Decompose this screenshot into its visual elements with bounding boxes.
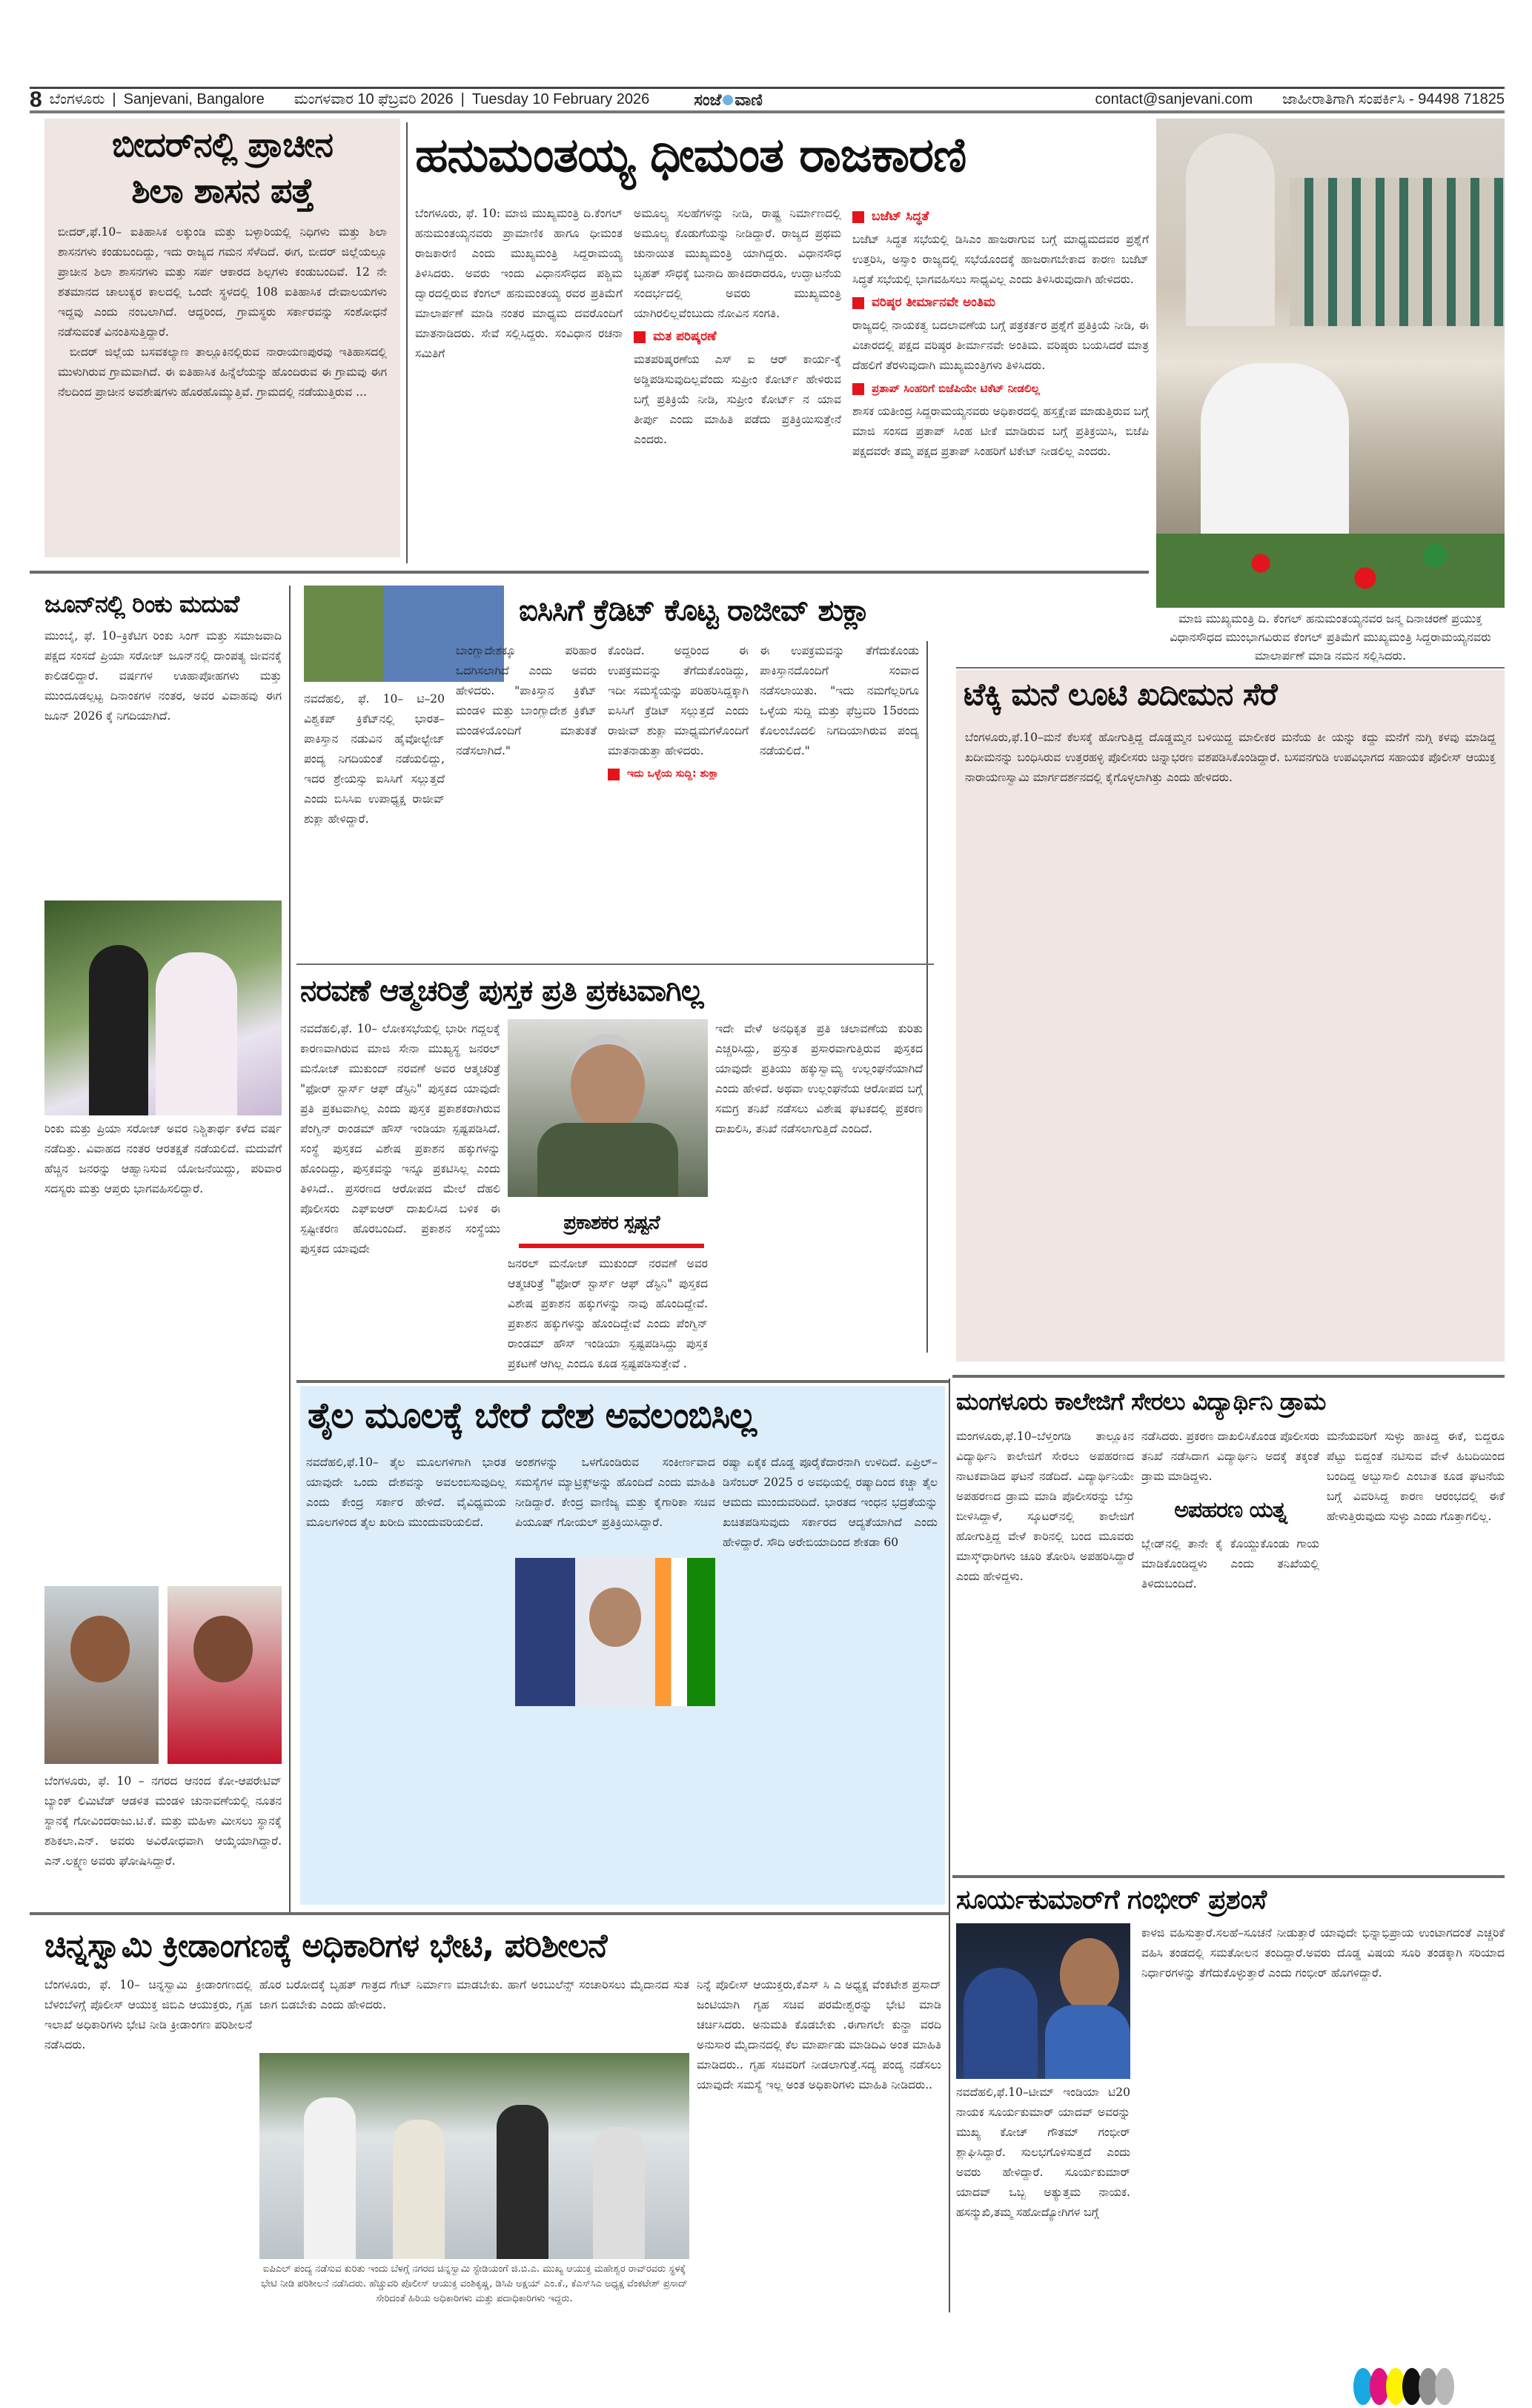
headline: ಸೂರ್ಯಕುಮಾರ್‌ಗೆ ಗಂಭೀರ್ ಪ್ರಶಂಸೆ xyxy=(956,1885,1267,1915)
article-column xyxy=(608,641,749,949)
bullet-square-icon xyxy=(852,297,864,309)
headline: ಶಿಲಾ ಶಾಸನ ಪತ್ತೆ xyxy=(131,172,314,210)
paragraph: ಬೀದರ್,ಫೆ.10– ಐತಿಹಾಸಿಕ ಲಕ್ಕುಂಡಿ ಮತ್ತು ಬಳ್ಳಾರಿಯಲ್ಲಿ ನಿಧಿಗಳು ಮತ್ತು ಶಿಲಾ ಶಾಸನಗಳು ಕಂಡುಬಂದಿದ್ದು, ಇದು ರಾಜ್ಯದ ಗಮನ ಸೆಳೆದಿದೆ. ಈಗ, ಬೀದರ್ ಜಿಲ್ಲೆಯಲ್ಲೂ ಪ್ರಾಚೀನ ಶಿಲಾ ಶಾಸನಗಳು ಮತ್ತು ಸರ್ಪ ಆಕಾರದ ಶಿಲ್ಪಗಳು ಕಂಡುಬಂದಿವೆ. 12 ನೇ ಶತಮಾನದ ಚಾಲುಕ್ಯರ ಕಾಲದಲ್ಲಿ ಒಂದೇ ಸ್ಥಳದಲ್ಲಿ 108 ಐತಿಹಾಸಿಕ ದೇವಾಲಯಗಳು ಇದ್ದವು ಎಂದು ನಂಬಲಾಗಿದೆ. ಆದ್ದರಿಂದ, ಗ್ರಾಮಸ್ಥರು ಸರ್ಕಾರವನ್ನು ಸಂಶೋಧನೆ ನಡೆಸುವಂತೆ ವಿನಂತಿಸುತ್ತಿದ್ದಾರೆ. xyxy=(58,225,387,339)
section-divider xyxy=(30,1912,949,1915)
section-divider xyxy=(952,1375,1505,1378)
page-number: 8 xyxy=(30,87,42,112)
registration-marks xyxy=(1356,2368,1454,2405)
photo-caption: ಐಪಿಎಲ್ ಪಂದ್ಯ ನಡೆಸುವ ಕುರಿತು ಇಂದು ಬೆಳಗ್ಗೆ ನಗರದ ಚಿನ್ನಸ್ವಾಮಿ ಸ್ಟೇಡಿಯಂಗೆ ಜಿ.ಬಿ.ಎ. ಮುಖ್ಯ ಆಯುಕ್ತ ಮಹೇಶ್ವರ ರಾವ್‌ರವರು ಸ್ಥಳಕ್ಕೆ ಭೇಟಿ ನೀಡಿ ಪರಿಶೀಲನೆ ನಡೆಸಿದರು. ಹೆಚ್ಚುವರಿ ಪೊಲೀಸ್ ಆಯುಕ್ತ ವಂಶಿಕೃಷ್ಣ, ಡಿಸಿಪಿ ಅಕ್ಷಯ್ ಎಂ.ಕೆ., ಕೆಎಸ್‌ಸಿಎ ಅಧ್ಯಕ್ಷ ವೆಂಕಟೇಶ್ ಪ್ರಸಾದ್ ಸೇರಿದಂತೆ ಹಿರಿಯ ಅಧಿಕಾರಿಗಳು ಮತ್ತು ಪದಾಧಿಕಾರಿಗಳು ಇದ್ದರು. xyxy=(261,2263,688,2304)
article-body: ಬೆಂಗಳೂರು, ಫೆ. 10 – ನಗರದ ಆನಂದ ಕೋ-ಆಪರೇಟಿವ್ ಬ್ಯಾಂಕ್ ಲಿಮಿಟೆಡ್ ಆಡಳಿತ ಮಂಡಳಿ ಚುನಾವಣೆಯಲ್ಲಿ ನೂತನ ಸ್ಥಾನಕ್ಕೆ ಗೋವಿಂದರಾಜು.ಟಿ.ಕೆ. ಮತ್ತು ಮಹಿಳಾ ಮೀಸಲು ಸ್ಥಾನಕ್ಕೆ ಶಶಿಕಲಾ.ಎನ್. ಅವರು ಅವಿರೋಧವಾಗಿ ಆಯ್ಕೆಯಾಗಿದ್ದಾರೆ. ಎನ್.ಲಕ್ಷ್ಮಣ ಅವರು ಘೋಷಿಸಿದ್ದಾರೆ. xyxy=(44,1774,282,1868)
person-shape xyxy=(393,2120,445,2259)
date-english: Tuesday 10 February 2026 xyxy=(471,91,650,107)
section-divider xyxy=(952,1875,1505,1878)
masthead xyxy=(30,87,1505,113)
subheading xyxy=(634,327,841,347)
photos-gbc xyxy=(44,1586,282,1764)
person-shape xyxy=(497,2105,548,2259)
photo-naravane xyxy=(508,1019,708,1197)
column-divider xyxy=(289,586,291,1912)
column-divider xyxy=(926,641,928,1353)
headline: ತೈಲ ಮೂಲಕ್ಕೆ ಬೇರೆ ದೇಶ ಅವಲಂಬಿಸಿಲ್ಲ xyxy=(308,1395,757,1436)
paragraph: ಪ್ರಸರಣದ ಆರೋಪದ ಮೇಲೆ ದೆಹಲಿ ಪೊಲೀಸರು ಎಫ್‌ಐಆರ್ ದಾಖಲಿಸಿದ ಬಳಿಕ ಈ ಸ್ಪಷ್ಟೀಕರಣ ಹೊರಬಂದಿದೆ. ಪ್ರಕಾಶನ ಸಂಸ್ಥೆಯು ಪುಸ್ತಕದ ಯಾವುದೇ xyxy=(300,1182,500,1256)
paragraph: ಗೃಹ ಸಚಿವರಿಗೆ ನೀಡಲಾಗುತ್ತೆ.ಸದ್ಯ ಪಂದ್ಯ ನಡೆಸಲು ಯಾವುದೇ ಸಮಸ್ಯೆ ಇಲ್ಲ ಅಂತ ಅಧಿಕಾರಿಗಳು ಮಾಹಿತಿ ನೀಡಿದರು.. xyxy=(697,2058,941,2092)
logo-left: ಸಂಜೆ xyxy=(694,90,722,109)
registration-dot-lightgray xyxy=(1435,2368,1454,2405)
subheading xyxy=(852,379,1149,399)
article-column: ನವದೆಹಲಿ,ಫೆ.10– ತೈಲ ಮೂಲಗಳಿಗಾಗಿ ಭಾರತ ಯಾವುದೇ ಒಂದು ದೇಶವನ್ನು ಅವಲಂಬಿಸುವುದಿಲ್ಲ ಎಂದು ಕೇಂದ್ರ ಸರ್ಕಾರ ಹೇಳಿದೆ. ವೈವಿಧ್ಯಮಯ ಮೂಲಗಳಿಂದ ತೈಲ ಖರೀದಿ ಮುಂದುವರಿಯಲಿದೆ. xyxy=(306,1456,506,1529)
headline: ಜೂನ್‌ನಲ್ಲಿ ರಿಂಕು ಮದುವೆ xyxy=(44,590,239,618)
article-techie xyxy=(956,670,1505,1361)
photo-person-woman xyxy=(168,1586,282,1764)
photo-vidhana-soudha xyxy=(1156,119,1505,608)
contact-email[interactable]: contact@sanjevani.com xyxy=(1095,91,1253,107)
edition-name: Sanjevani, Bangalore xyxy=(123,91,265,107)
underline-accent xyxy=(519,1244,704,1248)
paragraph: ನಿನ್ನೆ ಪೊಲೀಸ್ ಆಯುಕ್ತರು,ಕೆಎಸ್ ಸಿ ಎ ಅಧ್ಯಕ್ಷ ವೆಂಕಟೇಶ ಪ್ರಸಾದ್ ಜಂಟಿಯಾಗಿ ಗೃಹ ಸಚಿವ ಪರಮೇಶ್ವರನ್ನು ಭೇಟಿ ಮಾಡಿ ಚರ್ಚಿಸಿದರು. xyxy=(697,1978,941,2031)
photo-piyush-goyal xyxy=(515,1558,715,1706)
paragraph: ಸೇವೆ ಸಲ್ಲಿಸಿದ್ದರು. ಸಂವಿಧಾನ ರಚನಾ ಸಮಿತಿಗೆ xyxy=(415,327,623,360)
headline: ಬೀದರ್‌ನಲ್ಲಿ ಪ್ರಾಚೀನ xyxy=(112,125,333,165)
building-facade xyxy=(1290,178,1505,326)
date-kannada: ಮಂಗಳವಾರ 10 ಫೆಬ್ರವರಿ 2026 xyxy=(294,91,454,107)
article-column xyxy=(1141,1427,1319,1871)
article-column: ಅಂಶಗಳನ್ನು ಒಳಗೊಂಡಿರುವ ಸಂಕೀರ್ಣವಾದ ಸಮಸ್ಯೆಗಳ ಮ್ಯಾಟ್ರಿಕ್ಸ್‌ಅನ್ನು ಹೊಂದಿದೆ ಎಂದು ಮಾಹಿತಿ ನೀಡಿದ್ದಾರೆ. ಕೇಂದ್ರ ವಾಣಿಜ್ಯ ಮತ್ತು ಕೈಗಾರಿಕಾ ಸಚಿವ ಪಿಯೂಷ್ ಗೋಯಲ್ ಪ್ರತಿಕ್ರಿಯಿಸಿದ್ದಾರೆ. xyxy=(515,1456,715,1529)
photo-caption: ಮಾಜಿ ಮುಖ್ಯಮಂತ್ರಿ ದಿ. ಕೆಂಗಲ್ ಹನುಮಂತಯ್ಯನವರ ಜನ್ಮ ದಿನಾಚರಣೆ ಪ್ರಯುಕ್ತ ವಿಧಾನಸೌಧದ ಮುಂಭಾಗವಿರುವ ಕೆಂಗಲ್ ಪ್ರತಿಮೆಗೆ ಮುಖ್ಯಮಂತ್ರಿ ಸಿದ್ದರಾಮಯ್ಯನವರು ಮಾಲಾರ್ಪಣೆ ಮಾಡಿ ನಮನ ಸಲ್ಲಿಸಿದರು. xyxy=(1170,611,1491,663)
dome-shape xyxy=(1186,133,1275,326)
face-shape xyxy=(589,1588,641,1647)
article-column xyxy=(634,204,841,563)
paragraph: ಮತಪರಿಷ್ಕರಣೆಯ ಎಸ್ ಐ ಆರ್ ಕಾರ್ಯ-ಕ್ಕೆ ಅಡ್ಡಿಪಡಿಸುವುದಿಲ್ಲವೆಂದು ಸುಪ್ರೀಂ ಕೋರ್ಟ್ ಹೇಳಿರುವ ಬಗ್ಗೆ ಪ್ರತಿಕ್ರಿಯೆ ನೀಡಿ, ಸುಪ್ರೀಂ ಕೋರ್ಟ್ ನ ಯಾವ ತೀರ್ಪು ಎಂದು ಮಾಹಿತಿ ಪಡೆದು ಪ್ರತಿಕ್ರಿಯಿಸುತ್ತೇನೆ ಎಂದರು. xyxy=(634,353,841,446)
article-column: ಕಾಳಜಿ ವಹಿಸುತ್ತಾರೆ.ಸಲಹೆ–ಸೂಚನೆ ನೀಡುತ್ತಾರೆ ಯಾವುದೇ ಭಿನ್ನಾಭಿಪ್ರಾಯ ಉಂಟಾಗದಂತೆ ಎಚ್ಚರಿಕೆ ವಹಿಸಿ ತಂಡದಲ್ಲಿ ಸಮತೋಲನ ತಂದಿದ್ದಾರೆ.ಅವರು ದೊಡ್ಡ ವಿಷಯ ಸೂರಿ ತಂಡಕ್ಕಾಗಿ ಸರಿಯಾದ ನಿರ್ಧಾರಗಳನ್ನು ತೆಗೆದುಕೊಳ್ಳುತ್ತಾರೆ ಎಂದು ಗಂಭೀರ್ ಹೊಗಳಿದ್ದಾರೆ. xyxy=(1141,1926,1505,1980)
article-column: ಈ ಉಪಕ್ರಮವನ್ನು ತೆಗೆದುಕೊಂಡು ಪಾಕಿಸ್ತಾನದೊಂದಿಗೆ ಸಂವಾದ ನಡೆಸಲಾಯಿತು. "ಇದು ನಮಗೆಲ್ಲರಿಗೂ ಒಳ್ಳೆಯ ಸುದ್ದಿ ಮತ್ತು ಫೆಬ್ರವರಿ 15ರಂದು ಕೊಲಂಬೊದಲಿ ನಿಗದಿಯಾಗಿರುವ ಪಂದ್ಯ ನಡೆಯಲಿದೆ." xyxy=(760,644,919,757)
face-shape xyxy=(70,1616,130,1682)
article-body: ರಿಂಕು ಮತ್ತು ಪ್ರಿಯಾ ಸರೋಜ್ ಅವರ ನಿಶ್ಚಿತಾರ್ಥ ಕಳೆದ ವರ್ಷ ನಡೆದಿತ್ತು. ವಿವಾಹದ ನಂತರ ಆರತಕ್ಷತೆ ನಡೆಯಲಿದೆ. ಮದುವೆಗೆ ಹೆಚ್ಚಿನ ಜನರನ್ನು ಆಹ್ವಾನಿಸುವ ಯೋಜನೆಯಿದ್ದು, ಪರಿವಾರ ಸದಸ್ಯರು ಮತ್ತು ಆಪ್ತರು ಭಾಗವಹಿಸಲಿದ್ದಾರೆ. xyxy=(44,1122,282,1195)
article-column: ಬಾಂಗ್ಲಾದೇಶಕ್ಕೂ ಪರಿಹಾರ ಒದಗಿಸಲಾಗಿದೆ ಎಂದು ಅವರು ಹೇಳಿದರು. "ಪಾಕಿಸ್ತಾನ ಕ್ರಿಕೆಟ್ ಮಂಡಳಿ ಮತ್ತು ಬಾಂಗ್ಲಾದೇಶ ಕ್ರಿಕೆಟ್ ಮಂಡಳಿಯೊಂದಿಗೆ ಮಾತುಕತೆ ನಡೆಸಲಾಗಿದೆ." xyxy=(456,644,597,757)
separator: | xyxy=(112,91,116,107)
section-divider xyxy=(30,571,1149,574)
article-column xyxy=(852,204,1149,563)
paragraph: ರಷ್ಯಾ ಏಕೈಕ ದೊಡ್ಡ ಪೂರೈಕೆದಾರನಾಗಿ ಉಳಿದಿದೆ. ಏಪ್ರಿಲ್–ಡಿಸೆಂಬರ್ 2025 ರ ಅವಧಿಯಲ್ಲಿ ರಷ್ಯಾದಿಂದ ಕಚ್ಚಾ ತೈಲ ಆಮದು ಮುಂದುವರಿದಿದೆ. ಭಾರತದ ಇಂಧನ ಭದ್ರತೆಯನ್ನು ಖಚಿತಪಡಿಸುವುದು ಸರ್ಕಾರದ ಆದ್ಯತೆಯಾಗಿದೆ ಎಂದು ಹೇಳಿದ್ದಾರೆ. xyxy=(723,1456,938,1549)
article-column xyxy=(508,1254,708,1375)
headline: ಟೆಕ್ಕಿ ಮನೆ ಲೂಟಿ ಖದೀಮನ ಸೆರೆ xyxy=(964,676,1277,712)
subheadline: ಅಪಹರಣ ಯತ್ನ xyxy=(1174,1497,1287,1523)
garland xyxy=(1156,534,1505,608)
article-column xyxy=(415,204,623,563)
paragraph: ನವದೆಹಲಿ,ಫೆ. 10– ಲೋಕಸಭೆಯಲ್ಲಿ ಭಾರೀ ಗದ್ದಲಕ್ಕೆ ಕಾರಣವಾಗಿರುವ ಮಾಜಿ ಸೇನಾ ಮುಖ್ಯಸ್ಥ ಜನರಲ್ ಮನೋಜ್ ಮುಕುಂದ್ ನರವಣೆ ಅವರ ಆತ್ಮಚರಿತ್ರೆ "ಫೋರ್ ಸ್ಟಾರ್ಸ್ ಆಫ್ ಡೆಸ್ಟಿನಿ" ಪುಸ್ತಕದ ಯಾವುದೇ ಪ್ರತಿ ಪ್ರಕಟವಾಗಿಲ್ಲ ಎಂದು ಪುಸ್ತಕ ಪ್ರಕಾಶಕರಾಗಿರುವ ಪೆಂಗ್ವಿನ್ ರಾಂಡಮ್ ಹೌಸ್ ಇಂಡಿಯಾ ಸ್ಪಷ್ಟಪಡಿಸಿದೆ. xyxy=(300,1022,500,1135)
column-divider xyxy=(406,122,408,563)
column-divider xyxy=(949,1379,950,2312)
paragraph: ಸಂಸ್ಥೆ ಪುಸ್ತಕದ ವಿಶೇಷ ಪ್ರಕಾಶನ ಹಕ್ಕುಗಳನ್ನು ಹೊಂದಿದ್ದು, ಪುಸ್ತಕವನ್ನು ಇನ್ನೂ ಪ್ರಕಟಿಸಿಲ್ಲ ಎಂದು ತಿಳಿಸಿದೆ.. xyxy=(300,1142,500,1195)
article-column xyxy=(723,1453,938,1897)
article-column: ನವದೆಹಲಿ,ಫೆ.10–ಟೀಮ್ ಇಂಡಿಯಾ ಟಿ20 ನಾಯಕ ಸೂರ್ಯಕುಮಾರ್ ಯಾದವ್ ಅವರನ್ನು ಮುಖ್ಯ ಕೋಚ್ ಗೌತಮ್ ಗಂಭೀರ್ ಶ್ಲಾಘಿಸಿದ್ದಾರೆ. ಸುಲಭಗೊಳಿಸುತ್ತದೆ ಎಂದು ಅವರು ಹೇಳಿದ್ದಾರೆ. ಸೂರ್ಯಕುಮಾರ್ ಯಾದವ್ ಒಬ್ಬ ಅತ್ಯುತ್ತಮ ನಾಯಕ. ಹಸನ್ಮುಖಿ,ತಮ್ಮ ಸಹೋದ್ಯೋಗಿಗಳ ಬಗ್ಗೆ xyxy=(956,2086,1130,2219)
paragraph: ಕೊಂಡಿದೆ. ಅದ್ದರಿಂದ ಈ ಉಪಕ್ರಮವನ್ನು ತೆಗೆದುಕೊಂಡಿದ್ದು, ಇದೀ ಸಮಸ್ಯೆಯನ್ನು ಪರಿಹರಿಸಿದ್ದಕ್ಕಾಗಿ ಐಸಿಸಿಗೆ ಕ್ರೆಡಿಟ್ ಸಲ್ಲುತ್ತದೆ ಎಂದು ರಾಜೀವ್ ಶುಕ್ಲಾ ಮಾಧ್ಯಮಗಳೊಂದಿಗೆ ಮಾತನಾಡುತ್ತಾ ಹೇಳಿದರು. xyxy=(608,644,749,757)
subheading-text: ಪ್ರತಾಪ್ ಸಿಂಹರಿಗೆ ಬಿಜೆಪಿಯೇ ಟಿಕೆಟ್ ನೀಡಲಿಲ್ಲ xyxy=(872,382,1040,395)
photo-chinnaswamy-visit xyxy=(259,2053,689,2259)
section-divider xyxy=(296,963,934,965)
article-oil xyxy=(300,1386,945,1905)
paragraph: ಶಾಸಕ ಯತೀಂದ್ರ ಸಿದ್ದರಾಮಯ್ಯನವರು ಅಧಿಕಾರದಲ್ಲಿ ಹಸ್ತಕ್ಷೇಪ ಮಾಡುತ್ತಿರುವ ಬಗ್ಗೆ ಮಾಜಿ ಸಂಸದ ಪ್ರತಾಪ್ ಸಿಂಹ ಟೀಕೆ ಮಾಡಿರುವ ಬಗ್ಗೆ ಪ್ರತಿಕ್ರಯಿಸಿ, ಬಿಜೆಪಿ ಪಕ್ಷದವರೇ ತಮ್ಮ ಪಕ್ಷದ ಪ್ರತಾಪ್ ಸಿಂಹರಿಗೆ ಟಿಕೇಟ್ ನೀಡಲಿಲ್ಲ ಎಂದರು. xyxy=(852,405,1149,458)
article-body xyxy=(44,215,400,563)
subheading-text: ಬಜೆಟ್ ಸಿದ್ಧತೆ xyxy=(872,209,929,224)
paragraph: ರಾಜ್ಯದಲ್ಲಿ ನಾಯಕತ್ವ ಬದಲಾವಣೆಯ ಬಗ್ಗೆ ಪತ್ರಕರ್ತರ ಪ್ರಶ್ನೆಗೆ ಪ್ರತಿಕ್ರಿಯೆ ನೀಡಿ, ಈ ವಿಚಾರದಲ್ಲಿ ಪಕ್ಷದ ವರಿಷ್ಠರ ತೀರ್ಮಾನವೇ ಅಂತಿಮ. ವರಿಷ್ಠರು ಬಯಸಿದರೆ ಮಾತ್ರ ದೆಹಲಿಗೆ ತೆರಳುವುದಾಗಿ ಮುಖ್ಯಮಂತ್ರಿಗಳು ತಿಳಿಸಿದರು. xyxy=(852,319,1149,372)
logo-right: ವಾಣಿ xyxy=(735,90,763,109)
city-name: ಬೆಂಗಳೂರು xyxy=(49,91,105,107)
article-column xyxy=(300,1019,500,1375)
person-shape xyxy=(304,2097,356,2259)
article-column: ಹೊರ ಬರೋದಕ್ಕೆ ಬೃಹತ್ ಗಾತ್ರದ ಗೇಟ್ ನಿರ್ಮಾಣ ಮಾಡಬೇಕು. ಹಾಗೆ ಅಂಬುಲೆನ್ಸ್ ಸಂಚಾರಿಸಲು ಮೈದಾನದ ಸುತ ಜಾಗ ಬಿಡಬೇಕು ಎಂದು ಹೇಳಿದರು. xyxy=(259,1978,689,2011)
jersey-shape xyxy=(1045,2005,1130,2079)
headline: ಚಿನ್ನಸ್ವಾಮಿ ಕ್ರೀಡಾಂಗಣಕ್ಕೆ ಅಧಿಕಾರಿಗಳ ಭೇಟಿ, ಪರಿಶೀಲನೆ xyxy=(44,1927,607,1965)
paragraph: ಪ್ರಕಾಶನ ಹಕ್ಕುಗಳನ್ನು ಹೊಂದಿದ್ದೇವೆ ಎಂದು ಪೆಂಗ್ವಿನ್ ರಾಂಡಮ್ ಹೌಸ್ ಇಂಡಿಯಾ ಸ್ಪಷ್ಟಪಡಿಸಿದ್ದು ಪುಸ್ತಕ ಪ್ರಕಟಣೆ ಆಗಿಲ್ಲ ಎಂದೂ ಕೂಡ ಸ್ಪಷ್ಟಪಡಿಸುತ್ತೇವೆ . xyxy=(508,1317,708,1370)
paragraph: ನಡೆಸಿದರು. ಪ್ರಕರಣ ದಾಖಲಿಸಿಕೊಂಡ ಪೊಲೀಸರು ತನಿಖೆ ನಡೆಸಿದಾಗ ವಿದ್ಯಾರ್ಥಿನಿ ಅದಕ್ಕೆ ತಕ್ಕಂತೆ ಡ್ರಾಮ ಮಾಡಿದ್ದಳು. xyxy=(1141,1430,1319,1483)
bullet-square-icon xyxy=(852,211,864,223)
article-column: ಬೆಂಗಳೂರು, ಫೆ. 10– ಚಿನ್ನಸ್ವಾಮಿ ಕ್ರೀಡಾಂಗಣದಲ್ಲಿ ಬೆಳಂಬೆಳಿಗ್ಗೆ ಪೊಲೀಸ್ ಆಯುಕ್ತ ಜಿಬಿಎ ಆಯುಕ್ತರು, ಗೃಹ ಇಲಾಖೆ ಅಧಿಕಾರಿಗಳು ಭೇಟಿ ನೀಡಿ ಕ್ರೀಡಾಂಗಣ ಪರಿಶೀಲನೆ ನಡೆಸಿದರು. xyxy=(44,1978,252,2052)
separator: | xyxy=(460,91,465,107)
subheading-text: ಮತ ಪರಿಷ್ಕರಣೆ xyxy=(653,329,717,344)
globe-icon xyxy=(723,95,733,105)
paragraph: ಬೆಂಗಳೂರು, ಫೆ. 10: ಮಾಜಿ ಮುಖ್ಯಮಂತ್ರಿ ದಿ.ಕೆಂಗಲ್ ಹನುಮಂತಯ್ಯನವರು ಪ್ರಾಮಾಣಿಕ ಹಾಗೂ ಧೀಮಂತ ರಾಜಕಾರಣಿ ಎಂದು ಮುಖ್ಯಮಂತ್ರಿ ಸಿದ್ದರಾಮಯ್ಯ ತಿಳಿಸಿದರು. ಅವರು ಇಂದು ವಿಧಾನಸೌಧದ ಪಶ್ಚಿಮ ದ್ವಾರದಲ್ಲಿರುವ ಕೆಂಗಲ್ ಹನುಮಂತಯ್ಯ ರವರ ಪ್ರತಿಮೆಗೆ ಮಾಲಾರ್ಪಣೆ ಮಾಡಿ ನಂತರ ಮಾಧ್ಯಮ ದವರೊಂದಿಗೆ ಮಾತನಾಡಿದರು. xyxy=(415,207,623,340)
paragraph: ಸೌದಿ ಅರೇಬಿಯಾದಿಂದ ಶೇಕಡಾ 60 xyxy=(766,1536,899,1549)
headline: ಐಸಿಸಿಗೆ ಕ್ರೆಡಿಟ್ ಕೊಟ್ಟ ರಾಜೀವ್ ಶುಕ್ಲಾ xyxy=(519,594,869,628)
player-shape xyxy=(964,1968,1038,2079)
subheading xyxy=(852,293,1149,313)
photo-surya-gambhir xyxy=(956,1923,1130,2079)
paragraph: ಬ್ಲೇಡ್‌ನಲ್ಲಿ ತಾನೇ ಕೈ ಕೊಯ್ದುಕೊಂಡು ಗಾಯ ಮಾಡಿಕೊಂಡಿದ್ದಳು ಎಂದು ತನಿಖೆಯಲ್ಲಿ ತಿಳಿದುಬಂದಿದೆ. xyxy=(1141,1537,1319,1591)
person-dark xyxy=(89,945,148,1115)
paragraph: ಅಥವಾ ಉಲ್ಲಂಘನೆಯ ಆರೋಪದ ಬಗ್ಗೆ ಸಮಗ್ರ ತನಿಖೆ ನಡೆಸಲು ವಿಶೇಷ ಘಟಕದಲ್ಲಿ ಪ್ರಕರಣ ದಾಖಲಿಸಿ, ತನಿಖೆ ನಡೆಸಲಾಗುತ್ತಿದೆ ಎಂದಿದೆ. xyxy=(715,1082,923,1135)
bullet-square-icon xyxy=(608,769,620,780)
article-column: ಮನೆಯವರಿಗೆ ಸುಳ್ಳು ಹಾಕಿದ್ದ ಈಕೆ, ಬಿದ್ದರೂ ಪೆಟ್ಟು ಬಿದ್ದಂತೆ ನಟಿಸುವ ವೇಳೆ ಹಿಬದಿಯಿಂದ ಬಂದಿದ್ದ ಅಬ್ಬುಸಾಲಿ ಎಂಬಾತ ಕೂಡ ಘಟನೆಯ ಬಗ್ಗೆ ವಿವರಿಸಿದ್ದ ಕಾರಣ ಆರಂಭದಲ್ಲಿ ಈಕೆ ಹೇಳುತ್ತಿರುವುದು ಸುಳ್ಳು ಎಂದು ಗೊತ್ತಾಗಲಿಲ್ಲ. xyxy=(1327,1430,1505,1523)
article-column xyxy=(715,1019,923,1375)
bullet-square-icon xyxy=(634,331,646,343)
paragraph: ಬಸವನಗುಡಿ ಉಪವಿಭಾಗದ ಸಹಾಯಕ ಪೊಲೀಸ್ ಆಯುಕ್ತ ನಾರಾಯಣಸ್ವಾಮಿ ಮಾರ್ಗದರ್ಶನದಲ್ಲಿ ಕೈಗೊಳ್ಳಲಾಗಿತ್ತು ಎಂದು ಹೇಳಿದರು. xyxy=(965,751,1496,784)
paragraph: ಬೆಂಗಳೂರು,ಫೆ.10–ಮನೆ ಕೆಲಸಕ್ಕೆ ಹೋಗುತ್ತಿದ್ದ ದೊಡ್ಡಮ್ಮನ ಬಳಿಯಿದ್ದ ಮಾಲೀಕರ ಮನೆಯ ಕೀ ಯನ್ನು ಕದ್ದು ಮನೆಗೆ ನುಗ್ಗಿ ಕಳವು ಮಾಡಿದ್ದ ಖದೀಮನನ್ನು ಬಂಧಿಸಿರುವ ಉತ್ತರಹಳ್ಳಿ ಪೊಲೀಸರು ಚಿನ್ನಾಭರಣ ವಶಪಡಿಸಿಕೊಂಡಿದ್ದಾರೆ. xyxy=(965,731,1496,764)
subheading-text: ಇದು ಒಳ್ಳೆಯ ಸುದ್ದಿ: ಶುಕ್ಲಾ xyxy=(627,768,719,780)
photo-person-man xyxy=(44,1586,159,1764)
article-body xyxy=(956,725,1505,1361)
article-column: ಮಂಗಳೂರು,ಫೆ.10–ಬೆಳ್ತಂಗಡಿ ತಾಲ್ಲೂಕಿನ ವಿದ್ಯಾರ್ಥಿನಿ ಕಾಲೇಜಿಗೆ ಸೇರಲು ಅಪಹರಣದ ನಾಟಕವಾಡಿದ ಘಟನೆ ನಡೆದಿದೆ. ವಿದ್ಯಾರ್ಥಿನಿಯೇ ಅಪಹರಣದ ಡ್ರಾಮ ಮಾಡಿ ಪೊಲೀಸರನ್ನು ಬೆಸ್ತು ಬೀಳಿಸಿದ್ದಾಳೆ, ಸ್ಕೂಟರ್‌ನಲ್ಲಿ ಕಾಲೇಜಿಗೆ ಹೋಗುತ್ತಿದ್ದ ವೇಳೆ ಕಾರಿನಲ್ಲಿ ಬಂದ ಮೂವರು ಮಾಸ್ಕ್‌ಧಾರಿಗಳು ಚೂರಿ ತೋರಿಸಿ ಅಪಹರಿಸಿದ್ದಾರೆ ಎಂದು ಹೇಳಿದ್ದಳು. xyxy=(956,1430,1134,1583)
face-shape xyxy=(1060,1938,1119,2012)
uniform-shape xyxy=(537,1123,678,1197)
paragraph: ಅಮೂಲ್ಯ ಸಲಹೆಗಳನ್ನು ನೀಡಿ, ರಾಷ್ಟ್ರ ನಿರ್ಮಾಣದಲ್ಲಿ ಅಮೂಲ್ಯ ಕೊಡುಗೆಯನ್ನು ನೀಡಿದ್ದಾರೆ. ರಾಜ್ಯದ ಪ್ರಥಮ ಚುನಾಯಿತ ಮುಖ್ಯಮಂತ್ರಿ ಯಾಗಿದ್ದರು. ವಿಧಾನಸೌಧ ಬೃಹತ್ ಸೌಧಕ್ಕೆ ಬುನಾದಿ ಹಾಕಿದರಾದರೂ, ಉದ್ಘಾಟನೆಯ ಸಂದರ್ಭದಲ್ಲಿ ಅವರು ಮುಖ್ಯಮಂತ್ರಿ ಯಾಗಿರಲಿಲ್ಲವೆಂಬುದು ನೋವಿನ ಸಂಗತಿ. xyxy=(634,207,841,320)
article-column xyxy=(697,1975,941,2316)
headline: ಮಂಗಳೂರು ಕಾಲೇಜಿಗೆ ಸೇರಲು ವಿದ್ಯಾರ್ಥಿನಿ ಡ್ರಾಮ xyxy=(956,1387,1326,1416)
face-shape xyxy=(571,1034,645,1133)
section-divider xyxy=(296,1380,949,1383)
bullet-square-icon xyxy=(852,383,864,395)
face-shape xyxy=(193,1616,253,1682)
main-headline: ಹನುಮಂತಯ್ಯ ಧೀಮಂತ ರಾಜಕಾರಣಿ xyxy=(415,128,966,183)
article-body: ಮುಂಬೈ, ಫೆ. 10–ಕ್ರಿಕೆಟಿಗ ರಿಂಕು ಸಿಂಗ್ ಮತ್ತು ಸಮಾಜವಾದಿ ಪಕ್ಷದ ಸಂಸದೆ ಪ್ರಿಯಾ ಸರೋಜ್ ಜೂನ್‌ನಲ್ಲಿ ದಾಂಪತ್ಯ ಜೀವನಕ್ಕೆ ಕಾಲಿಡಲಿದ್ದಾರೆ. ವರ್ಷಗಳ ಊಹಾಪೋಹಗಳು ಮತ್ತು ಮುಂದೂಡಲ್ಪಟ್ಟ ದಿನಾಂಕಗಳ ನಂತರ, ಅವರ ವಿವಾಹವು ಈಗ ಜೂನ್ 2026 ಕ್ಕೆ ನಿಗದಿಯಾಗಿದೆ. xyxy=(44,629,282,723)
paragraph: ಬಜೆಟ್ ಸಿದ್ಧತ ಸಭೆಯಲ್ಲಿ ಡಿಸಿಎಂ ಹಾಜರಾಗುವ ಬಗ್ಗೆ ಮಾಧ್ಯಮದವರ ಪ್ರಶ್ನೆಗೆ ಉತ್ತರಿಸಿ, ಅಸ್ಸಾಂ ರಾಜ್ಯದಲ್ಲಿ ಸಭೆಯೊಂದಕ್ಕೆ ಹಾಜರಾಗಬೇಕಾದ ಕಾರಣ ಬಜೆಟ್ ಸಿದ್ಧತೆ ಸಭೆಯಲ್ಲಿ ಭಾಗವಹಿಸಲು ಸಾಧ್ಯವಿಲ್ಲ ಎಂದು ತಿಳಿಸಿರುವುದಾಗಿ ಹೇಳಿದರು. xyxy=(852,233,1149,286)
section-divider xyxy=(956,667,1505,669)
subheading xyxy=(852,207,1149,227)
paragraph: ಇದೇ ವೇಳೆ ಅನಧಿಕೃತ ಪ್ರತಿ ಚಲಾವಣೆಯ ಕುರಿತು ಎಚ್ಚರಿಸಿದ್ದು, ಪ್ರಸ್ತುತ ಪ್ರಸಾರವಾಗುತ್ತಿರುವ ಪುಸ್ತಕದ ಯಾವುದೇ ಪ್ರತಿಯು ಹಕ್ಕುಸ್ವಾಮ್ಯ ಉಲ್ಲಂಘನೆಯಾಗಿದೆ ಎಂದು ಹೇಳಿದೆ. xyxy=(715,1022,923,1095)
ad-contact: ಜಾಹೀರಾತಿಗಾಗಿ ಸಂಪರ್ಕಿಸಿ - 94498 71825 xyxy=(1282,91,1505,107)
article-bidar xyxy=(44,119,400,557)
headline: ನರವಣೆ ಆತ್ಮಚರಿತ್ರೆ ಪುಸ್ತಕ ಪ್ರತಿ ಪ್ರಕಟವಾಗಿಲ್ಲ xyxy=(300,974,703,1008)
subheading xyxy=(608,764,749,784)
paragraph: ಬೀದರ್ ಜಿಲ್ಲೆಯ ಬಸವಕಲ್ಯಾಣ ತಾಲ್ಲೂಕಿನಲ್ಲಿರುವ ನಾರಾಯಣಪುರವು ಇತಿಹಾಸದಲ್ಲಿ ಮುಳುಗಿರುವ ಗ್ರಾಮವಾಗಿದೆ. ಈ ಐತಿಹಾಸಿಕ ಹಿನ್ನೆಲೆಯನ್ನು ಹೊಂದಿರುವ ಈ ಗ್ರಾಮವು ಈಗ ನೆಲದಿಂದ ಪ್ರಾಚೀನ ಅವಶೇಷಗಳು ಹೊರಹೊಮ್ಮುತ್ತಿವೆ. ಗ್ರಾಮದಲ್ಲಿ ನಡೆಯುತ್ತಿರುವ ... xyxy=(58,345,387,399)
photo-rinku-couple xyxy=(44,900,282,1115)
newspaper-logo xyxy=(694,90,763,110)
person-shape xyxy=(593,2127,645,2259)
subheadline: ಪ್ರಕಾಶಕರ ಸ್ಪಷ್ಟನೆ xyxy=(563,1212,660,1234)
article-column: ನವದೆಹಲಿ, ಫೆ. 10– ಟಿ–20 ವಿಶ್ವಕಪ್ ಕ್ರಿಕೆಟ್‌ನಲ್ಲಿ ಭಾರತ–ಪಾಕಿಸ್ತಾನ ನಡುವಿನ ಹೈವೋಲ್ಟೇಜ್ ಪಂದ್ಯ ನಿಗದಿಯಂತೆ ನಡೆಯಲಿದ್ದು, ಇದರ ಶ್ರೇಯಸ್ಸು ಐಸಿಸಿಗೆ ಸಲ್ಲುತ್ತದೆ ಎಂದು ಬಿಸಿಸಿಐ ಉಪಾಧ್ಯಕ್ಷ ರಾಜೀವ್ ಶುಕ್ಲಾ ಹೇಳಿದ್ದಾರೆ. xyxy=(304,692,445,826)
person-light xyxy=(156,952,237,1115)
subheading-text: ವರಿಷ್ಠರ ತೀರ್ಮಾನವೇ ಅಂತಿಮ xyxy=(872,295,996,310)
paragraph: ಜನರಲ್ ಮನೋಜ್ ಮುಕುಂದ್ ನರವಣೆ ಅವರ ಆತ್ಮಚರಿತ್ರೆ "ಫೋರ್ ಸ್ಟಾರ್ಸ್ ಆಫ್ ಡೆಸ್ಟಿನಿ" ಪುಸ್ತಕದ ವಿಶೇಷ ಪ್ರಕಾಶನ ಹಕ್ಕುಗಳನ್ನು ನಾವು ಹೊಂದಿದ್ದೇವೆ. xyxy=(508,1257,708,1310)
paragraph: ಅನುಮತಿ ಕೊಡಬೇಕು .ಈಗಾಗಲೇ ಕುನ್ಹಾ ವರದಿ ಅನುಸಾರ ಮೈದಾನದಲ್ಲಿ ಕೆಲ ಮಾರ್ಪಾಡು ಮಾಡಿದಿವಿ ಅಂತ ಮಾಹಿತಿ ಮಾಡಿದರು.. xyxy=(697,2018,941,2072)
